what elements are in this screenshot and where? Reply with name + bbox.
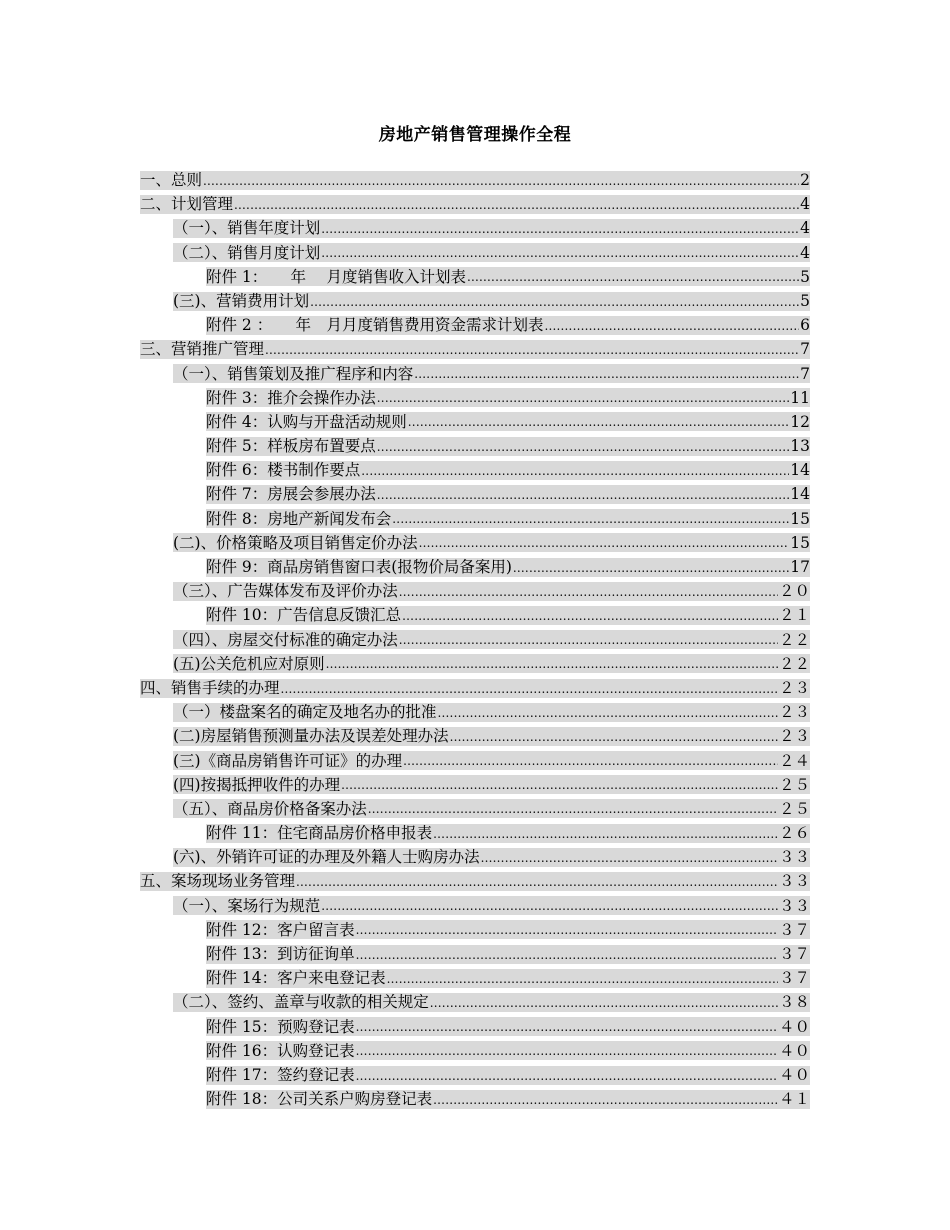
toc-entry-field <box>173 243 810 262</box>
toc-entry[interactable] <box>140 458 810 482</box>
toc-dot-leader <box>356 1017 778 1036</box>
toc-entry-title: 四、销售手续的办理 <box>140 678 280 697</box>
toc-entry-field <box>173 727 810 746</box>
toc-dot-leader <box>321 243 799 262</box>
toc-entry[interactable] <box>140 410 810 434</box>
toc-dot-leader <box>296 872 778 891</box>
toc-entry-field <box>173 292 810 311</box>
toc-entry-field <box>173 848 810 867</box>
toc-entry-field <box>206 1066 810 1085</box>
toc-entry-title: （一）、销售年度计划 <box>173 219 321 238</box>
toc-entry[interactable] <box>140 192 810 216</box>
toc-entry-title: 附件 10：广告信息反馈汇总 <box>206 606 402 625</box>
toc-entry[interactable] <box>140 603 810 627</box>
toc-entry-field <box>206 945 810 964</box>
toc-page-number: ２０ <box>778 582 810 601</box>
toc-entry[interactable] <box>140 894 810 918</box>
toc-dot-leader <box>265 340 799 359</box>
toc-entry-title: 附件 6：楼书制作要点 <box>206 461 361 480</box>
toc-page-number: 17 <box>790 558 810 576</box>
toc-entry[interactable] <box>140 1039 810 1063</box>
toc-entry[interactable] <box>140 168 810 192</box>
toc-entry-title: 附件 11：住宅商品房价格申报表 <box>206 824 433 843</box>
toc-entry-field <box>173 582 810 601</box>
toc-entry-field <box>206 437 810 456</box>
toc-entry-field <box>206 316 810 335</box>
toc-dot-leader <box>513 558 789 577</box>
toc-entry-title: 一、总则 <box>140 171 203 189</box>
toc-entry[interactable] <box>140 773 810 797</box>
toc-entry-title: 附件 7：房展会参展办法 <box>206 485 376 504</box>
toc-page-number: 4 <box>800 219 810 238</box>
toc-entry[interactable] <box>140 966 810 990</box>
toc-dot-leader <box>321 896 778 915</box>
toc-entry-title: (四)按揭抵押收件的办理 <box>173 775 341 794</box>
toc-entry-title: 附件 2 ： 年 月月度销售费用资金需求计划表 <box>206 316 544 335</box>
toc-page-number: ４０ <box>778 1017 810 1036</box>
toc-entry[interactable] <box>140 676 810 700</box>
toc-dot-leader <box>356 1066 778 1085</box>
toc-page-number: 14 <box>790 461 810 480</box>
toc-page-number: ３３ <box>778 896 810 915</box>
toc-entry[interactable] <box>140 821 810 845</box>
toc-entry-title: 附件 12：客户留言表 <box>206 920 355 939</box>
toc-page-number: ３７ <box>778 945 810 963</box>
toc-page-number: ２１ <box>778 606 810 625</box>
toc-entry-title: 三、营销推广管理 <box>140 340 265 359</box>
toc-entry-field <box>173 775 810 794</box>
toc-entry[interactable] <box>140 749 810 773</box>
toc-entry[interactable] <box>140 265 810 289</box>
toc-dot-leader <box>326 654 778 673</box>
toc-dot-leader <box>203 171 799 190</box>
toc-entry[interactable] <box>140 482 810 506</box>
toc-dot-leader <box>392 509 789 528</box>
toc-entry-field <box>206 824 810 843</box>
toc-entry-field <box>206 558 810 577</box>
toc-entry-title: (五)公关危机应对原则 <box>173 654 325 673</box>
toc-page-number: ２３ <box>778 703 810 722</box>
toc-entry-title: (六)、外销许可证的办理及外籍人士购房办法 <box>173 848 480 867</box>
toc-page-number: ２４ <box>778 751 810 770</box>
toc-entry-field <box>140 171 810 190</box>
toc-page-number: ３３ <box>778 848 810 867</box>
toc-entry-title: 附件 5：样板房布置要点 <box>206 437 376 456</box>
toc-dot-leader <box>414 364 799 383</box>
toc-entry-field <box>206 412 810 431</box>
toc-entry-field <box>206 920 810 939</box>
toc-entry-title: (二)、价格策略及项目销售定价办法 <box>173 533 418 552</box>
toc-page-number: ２５ <box>778 799 810 818</box>
toc-entry[interactable] <box>140 942 810 966</box>
toc-entry[interactable] <box>140 579 810 603</box>
toc-entry-field <box>206 485 810 504</box>
toc-entry-title: 附件 3：推介会操作办法 <box>206 388 376 407</box>
toc-page-number: 12 <box>790 412 810 431</box>
toc-entry[interactable] <box>140 628 810 652</box>
toc-dot-leader <box>377 485 789 504</box>
toc-entry-field <box>206 1041 810 1060</box>
toc-page-number: 5 <box>800 291 810 310</box>
toc-entry-field <box>173 219 810 238</box>
toc-dot-leader <box>430 993 778 1012</box>
toc-dot-leader <box>433 824 778 843</box>
toc-entry-title: (三)《商品房销售许可证》的办理 <box>173 751 403 770</box>
toc-dot-leader <box>403 751 778 770</box>
toc-page-number: ２３ <box>778 678 810 697</box>
toc-dot-leader <box>281 679 778 698</box>
table-of-contents <box>140 168 810 1111</box>
toc-page-number: ２５ <box>778 775 810 794</box>
toc-page-number: ２２ <box>778 630 810 649</box>
toc-entry-field <box>206 267 810 286</box>
toc-entry-title: 附件 14：客户来电登记表 <box>206 969 386 988</box>
toc-page-number: 13 <box>790 437 810 456</box>
toc-dot-leader <box>310 292 799 311</box>
toc-entry-field <box>206 461 810 480</box>
toc-entry-title: 五、案场现场业务管理 <box>140 872 296 891</box>
toc-dot-leader <box>377 388 789 407</box>
toc-dot-leader <box>402 606 778 625</box>
toc-entry-field <box>173 896 810 915</box>
toc-dot-leader <box>450 727 778 746</box>
toc-entry[interactable] <box>140 652 810 676</box>
toc-entry[interactable] <box>140 1063 810 1087</box>
toc-entry-field <box>173 533 810 552</box>
toc-entry[interactable] <box>140 241 810 265</box>
toc-entry-title: 附件 17：签约登记表 <box>206 1065 355 1084</box>
page-title: 房地产销售管理操作全程 <box>378 125 572 145</box>
toc-dot-leader <box>321 219 799 238</box>
toc-entry-title: （二）、签约、盖章与收款的相关规定 <box>173 993 429 1012</box>
toc-entry[interactable] <box>140 507 810 531</box>
toc-entry-field <box>206 388 810 407</box>
toc-dot-leader <box>399 582 778 601</box>
toc-entry-field <box>206 1090 810 1109</box>
toc-entry[interactable] <box>140 313 810 337</box>
toc-dot-leader <box>356 945 778 964</box>
toc-entry[interactable] <box>140 434 810 458</box>
toc-page-number: ２２ <box>778 654 810 673</box>
toc-dot-leader <box>361 461 789 480</box>
toc-entry[interactable] <box>140 990 810 1014</box>
toc-entry-title: （五）、商品房价格备案办法 <box>173 799 367 818</box>
toc-entry-field <box>173 993 810 1012</box>
toc-dot-leader <box>368 799 778 818</box>
toc-dot-leader <box>356 920 778 939</box>
toc-entry[interactable] <box>140 362 810 386</box>
toc-dot-leader <box>341 775 778 794</box>
toc-page-number: ３８ <box>778 993 810 1012</box>
toc-page-number: ４０ <box>778 1065 810 1084</box>
toc-entry[interactable] <box>140 289 810 313</box>
toc-dot-leader <box>438 703 778 722</box>
toc-page-number: 14 <box>790 485 810 504</box>
toc-entry-title: （二）、销售月度计划 <box>173 243 321 262</box>
toc-entry-field <box>173 703 810 722</box>
toc-page-number: 15 <box>790 509 810 528</box>
toc-entry-field <box>206 969 810 988</box>
toc-dot-leader <box>387 969 778 988</box>
toc-dot-leader <box>481 848 778 867</box>
toc-page-number: 5 <box>800 267 810 286</box>
toc-page-number: ３７ <box>778 969 810 988</box>
toc-entry-field <box>173 751 810 770</box>
toc-entry[interactable] <box>140 1015 810 1039</box>
toc-entry-title: 二、计划管理 <box>140 195 234 214</box>
toc-entry-field <box>140 679 810 698</box>
toc-page-number: 6 <box>800 316 810 335</box>
toc-entry[interactable] <box>140 337 810 361</box>
toc-dot-leader <box>467 267 799 286</box>
toc-entry-title: 附件 1： 年 月度销售收入计划表 <box>206 267 466 286</box>
toc-dot-leader <box>433 1090 778 1109</box>
toc-entry-field <box>206 509 810 528</box>
toc-page-number: 4 <box>800 243 810 262</box>
toc-dot-leader <box>234 195 799 214</box>
toc-entry[interactable] <box>140 700 810 724</box>
toc-entry-title: （一）、销售策划及推广程序和内容 <box>173 364 414 383</box>
toc-entry[interactable] <box>140 797 810 821</box>
toc-page-number: ３７ <box>778 920 810 939</box>
toc-page-number: ２６ <box>778 824 810 843</box>
toc-entry-field <box>206 606 810 625</box>
toc-page-number: 15 <box>790 533 810 552</box>
toc-entry[interactable] <box>140 531 810 555</box>
toc-entry-title: 附件 16：认购登记表 <box>206 1041 355 1060</box>
toc-page-number: ３３ <box>778 872 810 891</box>
toc-entry-title: （三）、广告媒体发布及评价办法 <box>173 582 398 601</box>
toc-entry-field <box>206 1017 810 1036</box>
toc-dot-leader <box>399 630 778 649</box>
toc-dot-leader <box>356 1041 778 1060</box>
toc-entry-title: 附件 18：公司关系户购房登记表 <box>206 1090 433 1109</box>
toc-page-number: ４１ <box>778 1090 810 1109</box>
toc-page-number: 7 <box>800 340 810 359</box>
toc-page-number: 7 <box>800 364 810 383</box>
toc-entry[interactable] <box>140 869 810 893</box>
toc-entry[interactable] <box>140 555 810 579</box>
toc-entry-field <box>140 195 810 214</box>
toc-entry-field <box>173 654 810 673</box>
toc-entry-title: （一）、案场行为规范 <box>173 896 321 915</box>
toc-page-number: 2 <box>800 171 810 189</box>
toc-entry-title: (二)房屋销售预测量办法及误差处理办法 <box>173 727 449 746</box>
toc-entry-title: 附件 9：商品房销售窗口表(报物价局备案用) <box>206 558 512 576</box>
toc-entry-title: 附件 8：房地产新闻发布会 <box>206 509 392 528</box>
toc-entry[interactable] <box>140 724 810 748</box>
toc-entry-field <box>173 364 810 383</box>
toc-dot-leader <box>377 437 789 456</box>
toc-entry-field <box>140 872 810 891</box>
toc-entry-title: (三)、营销费用计划 <box>173 291 310 310</box>
toc-page-number: ２３ <box>778 727 810 746</box>
toc-dot-leader <box>544 316 799 335</box>
toc-entry[interactable] <box>140 918 810 942</box>
toc-entry-title: 附件 4：认购与开盘活动规则 <box>206 412 407 431</box>
toc-entry[interactable] <box>140 386 810 410</box>
toc-entry-title: （一）楼盘案名的确定及地名办的批准 <box>173 703 437 722</box>
toc-entry[interactable] <box>140 1087 810 1111</box>
toc-entry-title: （四）、房屋交付标准的确定办法 <box>173 630 398 649</box>
toc-page-number: 4 <box>800 195 810 214</box>
toc-entry[interactable] <box>140 845 810 869</box>
toc-entry[interactable] <box>140 216 810 240</box>
toc-dot-leader <box>419 533 790 552</box>
toc-dot-leader <box>408 412 789 431</box>
toc-page-number: ４０ <box>778 1041 810 1060</box>
toc-entry-title: 附件 13：到访征询单 <box>206 945 355 963</box>
toc-entry-field <box>140 340 810 359</box>
toc-entry-field <box>173 799 810 818</box>
toc-entry-title: 附件 15：预购登记表 <box>206 1017 355 1036</box>
toc-entry-field <box>173 630 810 649</box>
toc-page-number: 11 <box>790 388 810 407</box>
